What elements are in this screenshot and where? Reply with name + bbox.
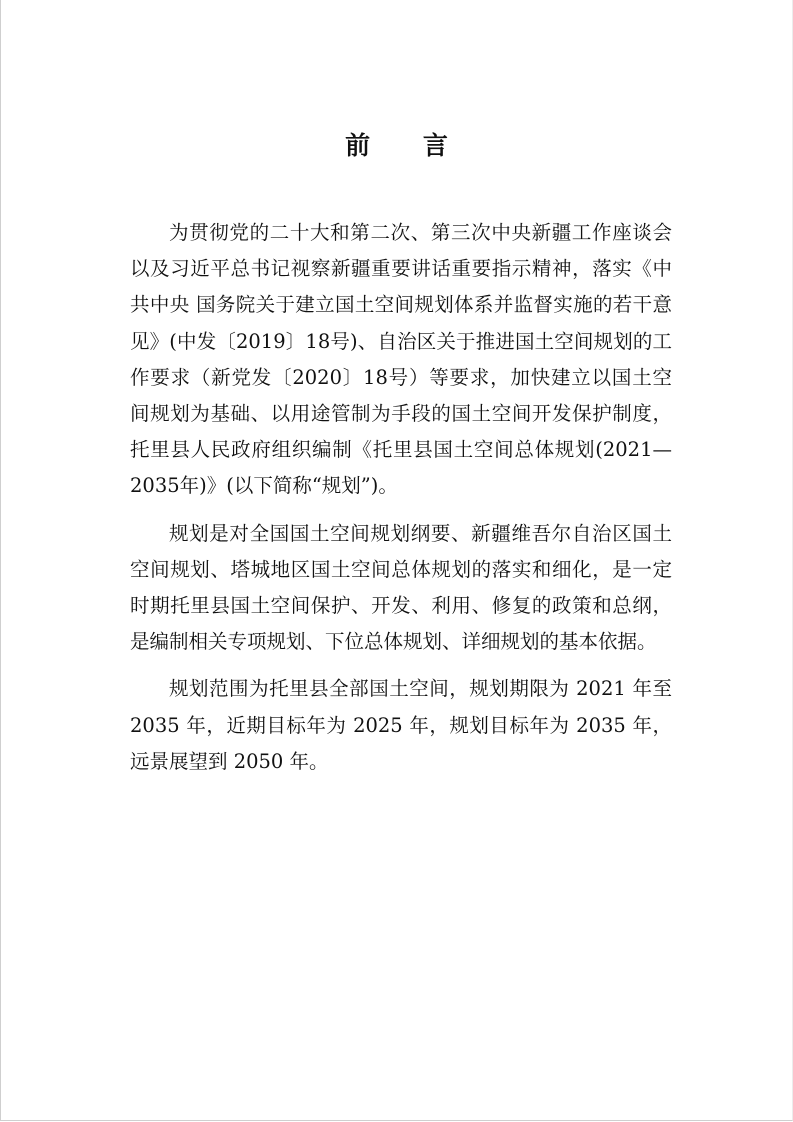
preface-body <box>130 215 672 780</box>
paragraph-1: 为贯彻党的二十大和第二次、第三次中央新疆工作座谈会以及习近平总书记视察新疆重要讲话重要指示精神，落实《中共中央 国务院关于建立国土空间规划体系并监督实施的若干意见》(中发〔2019〕18号)、自治区关于推进国土空间规划的工作要求（新党发〔2020〕18号）等要求，加快建立以国土空间规划为基础、以用途管制为手段的国土空间开发保护制度，托里县人民政府组织编制《托里县国土空间总体规划(2021—2035年)》(以下简称“规划”)。 <box>130 221 672 498</box>
paragraph-2: 规划是对全国国土空间规划纲要、新疆维吾尔自治区国土空间规划、塔城地区国土空间总体规划的落实和细化，是一定时期托里县国土空间保护、开发、利用、修复的政策和总纲，是编制相关专项规划、下位总体规划、详细规划的基本依据。 <box>130 521 672 654</box>
paragraph-3: 规划范围为托里县全部国土空间，规划期限为 2021 年至 2035 年，近期目标年为 2025 年，规划目标年为 2035 年，远景展望到 2050 年。 <box>130 677 672 773</box>
page-title: 前 言 <box>345 131 470 160</box>
